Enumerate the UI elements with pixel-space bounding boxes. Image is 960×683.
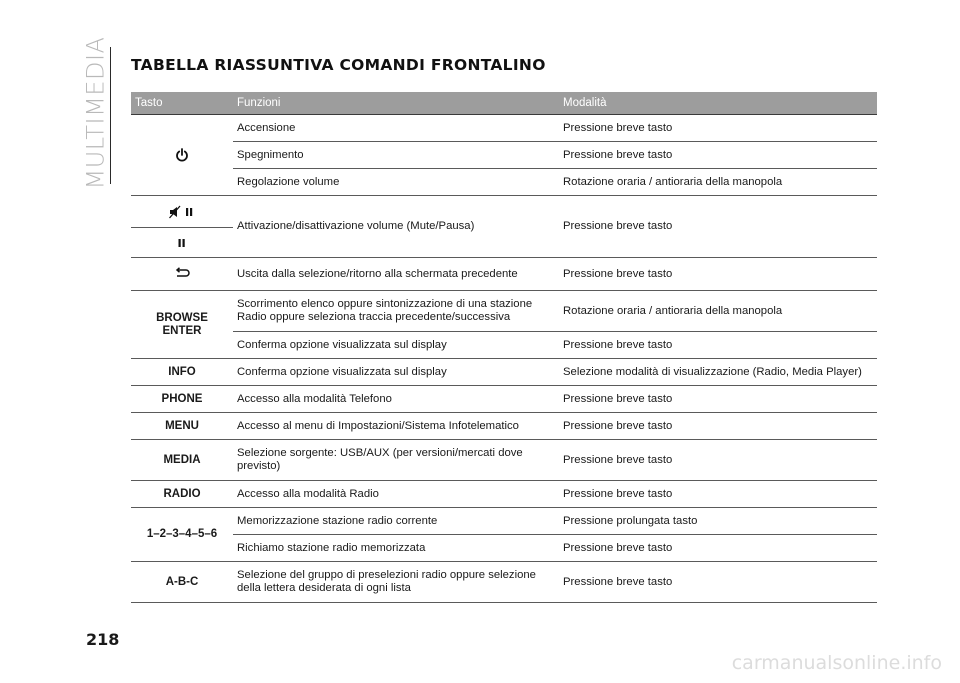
back-arrow-icon — [174, 267, 190, 279]
section-side-title: MULTIMEDIA — [81, 36, 109, 189]
mode-cell: Pressione breve tasto — [559, 332, 877, 359]
mode-cell: Pressione breve tasto — [559, 481, 877, 508]
page-number: 218 — [86, 630, 120, 649]
key-label-line2: ENTER — [162, 324, 202, 337]
function-cell: Scorrimento elenco oppure sintonizzazione di una stazione Radio oppure seleziona traccia precedente/successiva — [233, 291, 559, 332]
function-cell: Conferma opzione visualizzata sul display — [233, 332, 559, 359]
table-row — [131, 508, 877, 535]
page-heading: TABELLA RIASSUNTIVA COMANDI FRONTALINO — [131, 56, 546, 74]
back-key-cell — [131, 258, 233, 291]
function-cell: Accesso alla modalità Radio — [233, 481, 559, 508]
function-cell: Uscita dalla selezione/ritorno alla schermata precedente — [233, 258, 559, 291]
power-icon — [175, 148, 189, 162]
mode-cell: Rotazione oraria / antioraria della manopola — [559, 291, 877, 332]
table-row — [131, 169, 877, 196]
mode-cell: Selezione modalità di visualizzazione (Radio, Media Player) — [559, 359, 877, 386]
mode-cell: Pressione breve tasto — [559, 386, 877, 413]
mode-cell: Pressione breve tasto — [559, 258, 877, 291]
table-row — [131, 440, 877, 481]
watermark: carmanualsonline.info — [731, 652, 942, 674]
function-cell: Accesso al menu di Impostazioni/Sistema Infotelematico — [233, 413, 559, 440]
browse-enter-key — [131, 291, 233, 359]
table-row — [131, 291, 877, 332]
function-cell: Richiamo stazione radio memorizzata — [233, 535, 559, 562]
media-key: MEDIA — [131, 440, 233, 481]
mode-cell: Pressione breve tasto — [559, 142, 877, 169]
header-function: Funzioni — [233, 92, 559, 115]
header-mode: Modalità — [559, 92, 877, 115]
function-cell: Memorizzazione stazione radio corrente — [233, 508, 559, 535]
pause-key — [131, 228, 233, 257]
table-header-row — [131, 92, 877, 115]
preset-keys: 1–2–3–4–5–6 — [131, 508, 233, 562]
function-cell: Accesso alla modalità Telefono — [233, 386, 559, 413]
key-label: BROWSE — [156, 311, 208, 324]
table-row — [131, 332, 877, 359]
mode-cell: Pressione breve tasto — [559, 196, 877, 258]
table-row — [131, 535, 877, 562]
table-row — [131, 562, 877, 603]
power-key-cell — [131, 115, 233, 196]
mode-cell: Pressione breve tasto — [559, 535, 877, 562]
table-row — [131, 386, 877, 413]
table-row — [131, 196, 877, 258]
mute-pause-key — [131, 196, 233, 228]
function-cell: Conferma opzione visualizzata sul display — [233, 359, 559, 386]
function-cell: Attivazione/disattivazione volume (Mute/Pausa) — [233, 196, 559, 258]
table-row — [131, 115, 877, 142]
function-cell: Selezione del gruppo di preselezioni radio oppure selezione della lettera desiderata di ogni lista — [233, 562, 559, 603]
controls-table — [131, 92, 877, 603]
radio-key: RADIO — [131, 481, 233, 508]
function-cell: Regolazione volume — [233, 169, 559, 196]
function-cell: Accensione — [233, 115, 559, 142]
mute-key-cell — [131, 196, 233, 258]
function-cell: Selezione sorgente: USB/AUX (per versioni/mercati dove previsto) — [233, 440, 559, 481]
table-row — [131, 258, 877, 291]
mode-cell: Pressione breve tasto — [559, 115, 877, 142]
mode-cell: Rotazione oraria / antioraria della manopola — [559, 169, 877, 196]
info-key: INFO — [131, 359, 233, 386]
section-divider — [110, 47, 111, 184]
mode-cell: Pressione breve tasto — [559, 562, 877, 603]
mode-cell: Pressione breve tasto — [559, 440, 877, 481]
table-row — [131, 413, 877, 440]
pause-icon — [177, 237, 187, 249]
function-cell: Spegnimento — [233, 142, 559, 169]
abc-key: A-B-C — [131, 562, 233, 603]
mode-cell: Pressione breve tasto — [559, 413, 877, 440]
phone-key: PHONE — [131, 386, 233, 413]
table-row — [131, 142, 877, 169]
mute-pause-icon — [169, 205, 195, 219]
table-row — [131, 359, 877, 386]
header-key: Tasto — [131, 92, 233, 115]
mode-cell: Pressione prolungata tasto — [559, 508, 877, 535]
menu-key: MENU — [131, 413, 233, 440]
table-row — [131, 481, 877, 508]
